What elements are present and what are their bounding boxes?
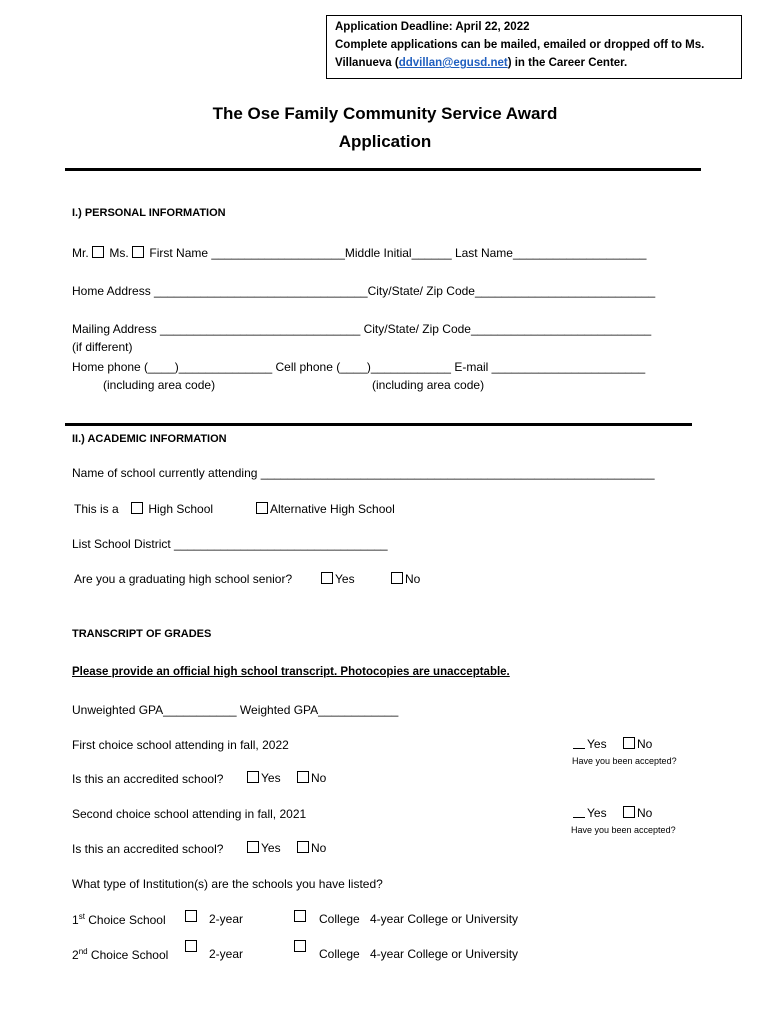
page-title: The Ose Family Community Service Award — [212, 104, 558, 123]
high-school-checkbox[interactable] — [131, 502, 143, 514]
first-4year-label: 4-year College or University — [370, 912, 519, 926]
institution-question: What type of Institution(s) are the schools you have listed? — [72, 877, 383, 891]
second-accepted-yes-option[interactable] — [573, 806, 607, 820]
deadline-line-3 — [335, 54, 733, 72]
first-choice-suffix: st — [78, 912, 85, 921]
if-different-note: (if different) — [72, 340, 133, 354]
first-accredited-no-label: No — [311, 771, 327, 785]
second-accepted-yes-label: Yes — [587, 806, 607, 820]
second-2year-label: 2-year — [209, 947, 244, 961]
first-accredited-no-option[interactable] — [297, 771, 326, 785]
second-accredited-yes-checkbox[interactable] — [247, 841, 259, 853]
deadline-notice — [326, 15, 742, 79]
school-district-field[interactable]: List School District ________________________________ — [72, 537, 388, 551]
mailing-address-field[interactable]: Mailing Address ______________________________ City/State/ Zip Code___________________________ — [72, 322, 652, 336]
graduating-no-checkbox[interactable] — [391, 572, 403, 584]
home-address-field[interactable]: Home Address ________________________________City/State/ Zip Code___________________________ — [72, 284, 656, 298]
second-accredited-no-checkbox[interactable] — [297, 841, 309, 853]
first-accepted-no-option[interactable] — [623, 737, 652, 751]
first-accredited-yes-option[interactable] — [247, 771, 281, 785]
first-accredited-no-checkbox[interactable] — [297, 771, 309, 783]
first-accredited-question: Is this an accredited school? — [72, 772, 224, 786]
first-choice-field[interactable]: First choice school attending in fall, 2022 — [72, 738, 289, 752]
alt-high-school-option[interactable] — [256, 502, 395, 516]
second-choice-type-label — [72, 947, 168, 962]
home-phone-note: (including area code) — [103, 378, 216, 392]
second-accredited-question: Is this an accredited school? — [72, 842, 224, 856]
high-school-label: High School — [148, 502, 214, 516]
mr-checkbox[interactable] — [92, 246, 104, 258]
second-choice-suffix: nd — [78, 947, 88, 956]
section-divider — [65, 423, 692, 426]
deadline-line-3-post: ) in the Career Center. — [507, 57, 628, 69]
academic-heading: II.) ACADEMIC INFORMATION — [72, 433, 227, 445]
first-choice-number: 1 — [72, 913, 79, 927]
first-2year-label: 2-year — [209, 912, 244, 926]
school-name-field[interactable]: Name of school currently attending ___________________________________________________________ — [72, 466, 655, 480]
first-accepted-no-label: No — [637, 737, 653, 751]
second-accredited-yes-label: Yes — [261, 841, 281, 855]
second-accredited-no-option[interactable] — [297, 841, 326, 855]
first-college-checkbox[interactable] — [294, 910, 306, 922]
second-accepted-no-label: No — [637, 806, 653, 820]
second-4year-label: 4-year College or University — [370, 947, 519, 961]
transcript-heading: TRANSCRIPT OF GRADES — [72, 628, 212, 640]
deadline-line-1: Application Deadline: April 22, 2022 — [335, 21, 530, 33]
second-accepted-no-checkbox[interactable] — [623, 806, 635, 818]
first-choice-type-label — [72, 912, 166, 927]
first-accepted-no-checkbox[interactable] — [623, 737, 635, 749]
second-accepted-yes-checkbox[interactable] — [573, 806, 585, 818]
graduating-question: Are you a graduating high school senior? — [74, 572, 293, 586]
name-fields[interactable]: First Name ____________________Middle Initial______ Last Name____________________ — [149, 246, 647, 260]
second-choice-number: 2 — [72, 948, 79, 962]
first-college-label: College — [319, 912, 360, 926]
deadline-line-2: Complete applications can be mailed, emailed or dropped off to Ms. — [335, 39, 705, 51]
deadline-line-3-pre: Villanueva ( — [335, 57, 399, 69]
first-choice-school-label: Choice School — [84, 913, 166, 927]
first-accepted-yes-checkbox[interactable] — [573, 737, 585, 749]
second-choice-school-label: Choice School — [87, 948, 169, 962]
first-accepted-question: Have you been accepted? — [572, 756, 677, 766]
second-college-label: College — [319, 947, 360, 961]
high-school-option[interactable] — [131, 502, 213, 516]
mr-label: Mr. — [72, 246, 89, 260]
gpa-fields[interactable]: Unweighted GPA___________ Weighted GPA____________ — [72, 703, 399, 717]
title-divider — [65, 168, 701, 171]
second-accredited-yes-option[interactable] — [247, 841, 281, 855]
school-type-label: This is a — [74, 502, 119, 516]
ms-label: Ms. — [109, 246, 129, 260]
second-choice-field[interactable]: Second choice school attending in fall, 2021 — [72, 807, 307, 821]
cell-phone-note: (including area code) — [372, 378, 485, 392]
graduating-no-option[interactable] — [391, 572, 420, 586]
transcript-notice: Please provide an official high school transcript. Photocopies are unacceptable. — [72, 666, 510, 678]
alt-high-school-checkbox[interactable] — [256, 502, 268, 514]
graduating-no-label: No — [405, 572, 421, 586]
second-accredited-no-label: No — [311, 841, 327, 855]
graduating-yes-option[interactable] — [321, 572, 355, 586]
first-accredited-yes-checkbox[interactable] — [247, 771, 259, 783]
second-2year-checkbox[interactable] — [185, 940, 197, 952]
first-accepted-yes-option[interactable] — [573, 737, 607, 751]
name-row — [72, 246, 646, 260]
phone-email-fields[interactable]: Home phone (____)______________ Cell phone (____)____________ E-mail _______________________ — [72, 360, 646, 374]
second-accepted-no-option[interactable] — [623, 806, 652, 820]
first-2year-checkbox[interactable] — [185, 910, 197, 922]
first-accredited-yes-label: Yes — [261, 771, 281, 785]
email-link[interactable]: ddvillan@egusd.net — [398, 57, 508, 69]
graduating-yes-checkbox[interactable] — [321, 572, 333, 584]
ms-checkbox[interactable] — [132, 246, 144, 258]
second-college-checkbox[interactable] — [294, 940, 306, 952]
alt-high-school-label: Alternative High School — [270, 502, 395, 516]
personal-heading: I.) PERSONAL INFORMATION — [72, 207, 226, 219]
second-accepted-question: Have you been accepted? — [571, 825, 676, 835]
page-subtitle: Application — [338, 132, 432, 151]
graduating-yes-label: Yes — [335, 572, 355, 586]
first-accepted-yes-label: Yes — [587, 737, 607, 751]
